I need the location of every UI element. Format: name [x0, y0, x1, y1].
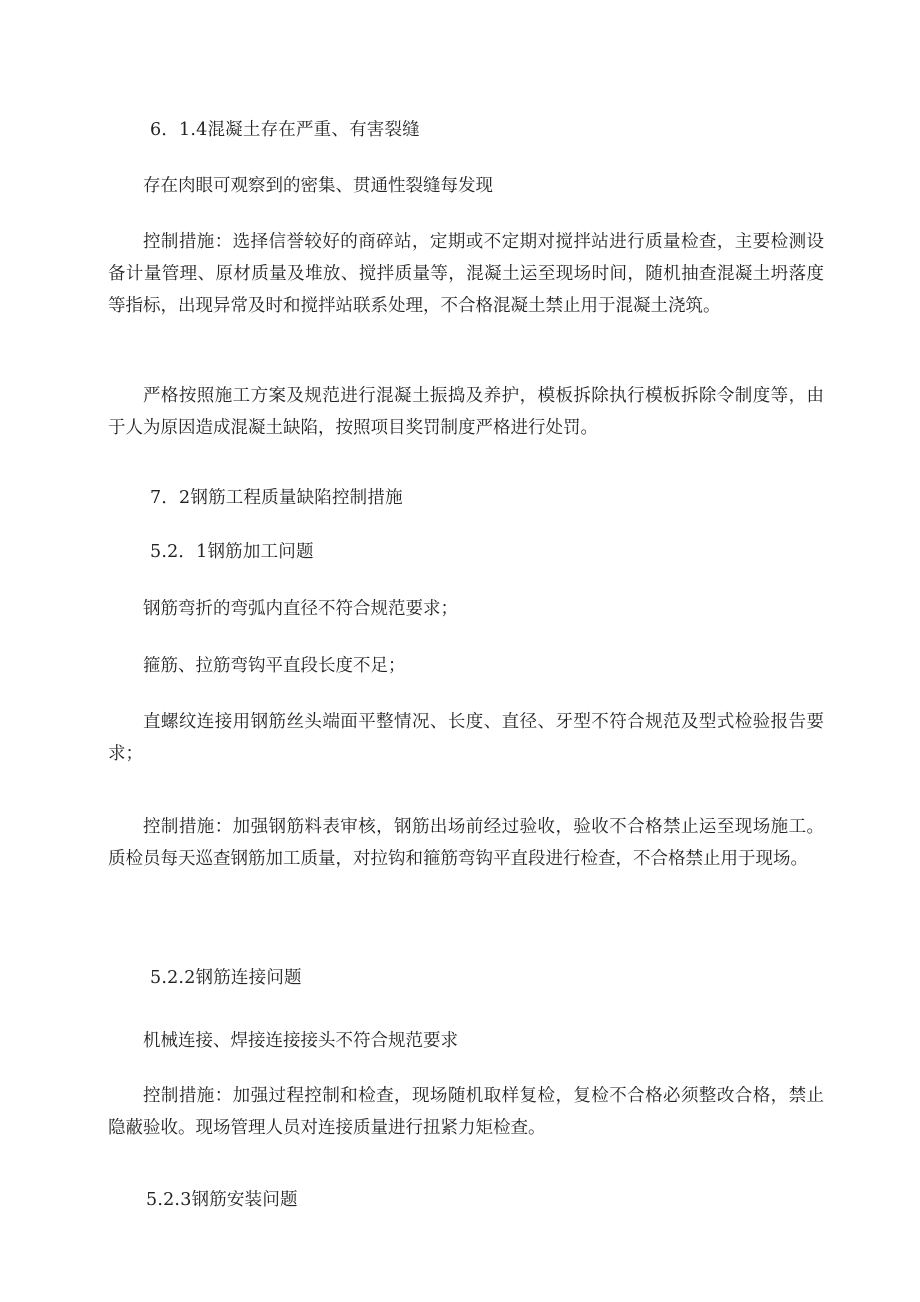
paragraph-bend-diameter: 钢筋弯折的弯弧内直径不符合规范要求； — [143, 599, 458, 619]
paragraph-concrete-control-measures: 控制措施：选择信誉较好的商碎站，定期或不定期对搅拌站进行质量检查，主要检测设备计量管理、原材质量及堆放、搅拌质量等，混凝土运至现场时间，随机抽查混凝土坍落度等指标，出现异常及时和搅拌站联系处理，不合格混凝土禁止用于混凝土浇筑。 — [108, 232, 824, 316]
paragraph-thread-connection: 直螺纹连接用钢筋丝头端面平整情况、长度、直径、牙型不符合规范及型式检验报告要求； — [108, 712, 824, 764]
paragraph-stirrup-hook: 箍筋、拉筋弯钩平直段长度不足； — [143, 656, 406, 676]
section-heading-7-2: 7．2钢筋工程质量缺陷控制措施 — [150, 488, 403, 508]
section-heading-5-2-3: 5.2.3钢筋安装问题 — [146, 1190, 298, 1210]
section-heading-6-1-4: 6．1.4混凝土存在严重、有害裂缝 — [150, 120, 420, 140]
paragraph-crack-observation: 存在肉眼可观察到的密集、贯通性裂缝每发现 — [143, 176, 493, 196]
paragraph-connection-control: 控制措施：加强过程控制和检查，现场随机取样复检，复检不合格必须整改合格，禁止隐蔽验收。现场管理人员对连接质量进行扭紧力矩检查。 — [108, 1086, 824, 1138]
section-heading-5-2-2: 5.2.2钢筋连接问题 — [150, 968, 302, 988]
paragraph-vibration-curing: 严格按照施工方案及规范进行混凝土振捣及养护，模板拆除执行模板拆除令制度等，由于人为原因造成混凝土缺陷，按照项目奖罚制度严格进行处罚。 — [108, 386, 824, 438]
section-heading-5-2-1: 5.2．1钢筋加工问题 — [150, 542, 314, 562]
paragraph-connection-joint: 机械连接、焊接连接接头不符合规范要求 — [143, 1031, 458, 1051]
paragraph-rebar-processing-control: 控制措施：加强钢筋料表审核，钢筋出场前经过验收，验收不合格禁止运至现场施工。质检员每天巡查钢筋加工质量，对拉钩和箍筋弯钩平直段进行检查，不合格禁止用于现场。 — [108, 817, 824, 869]
